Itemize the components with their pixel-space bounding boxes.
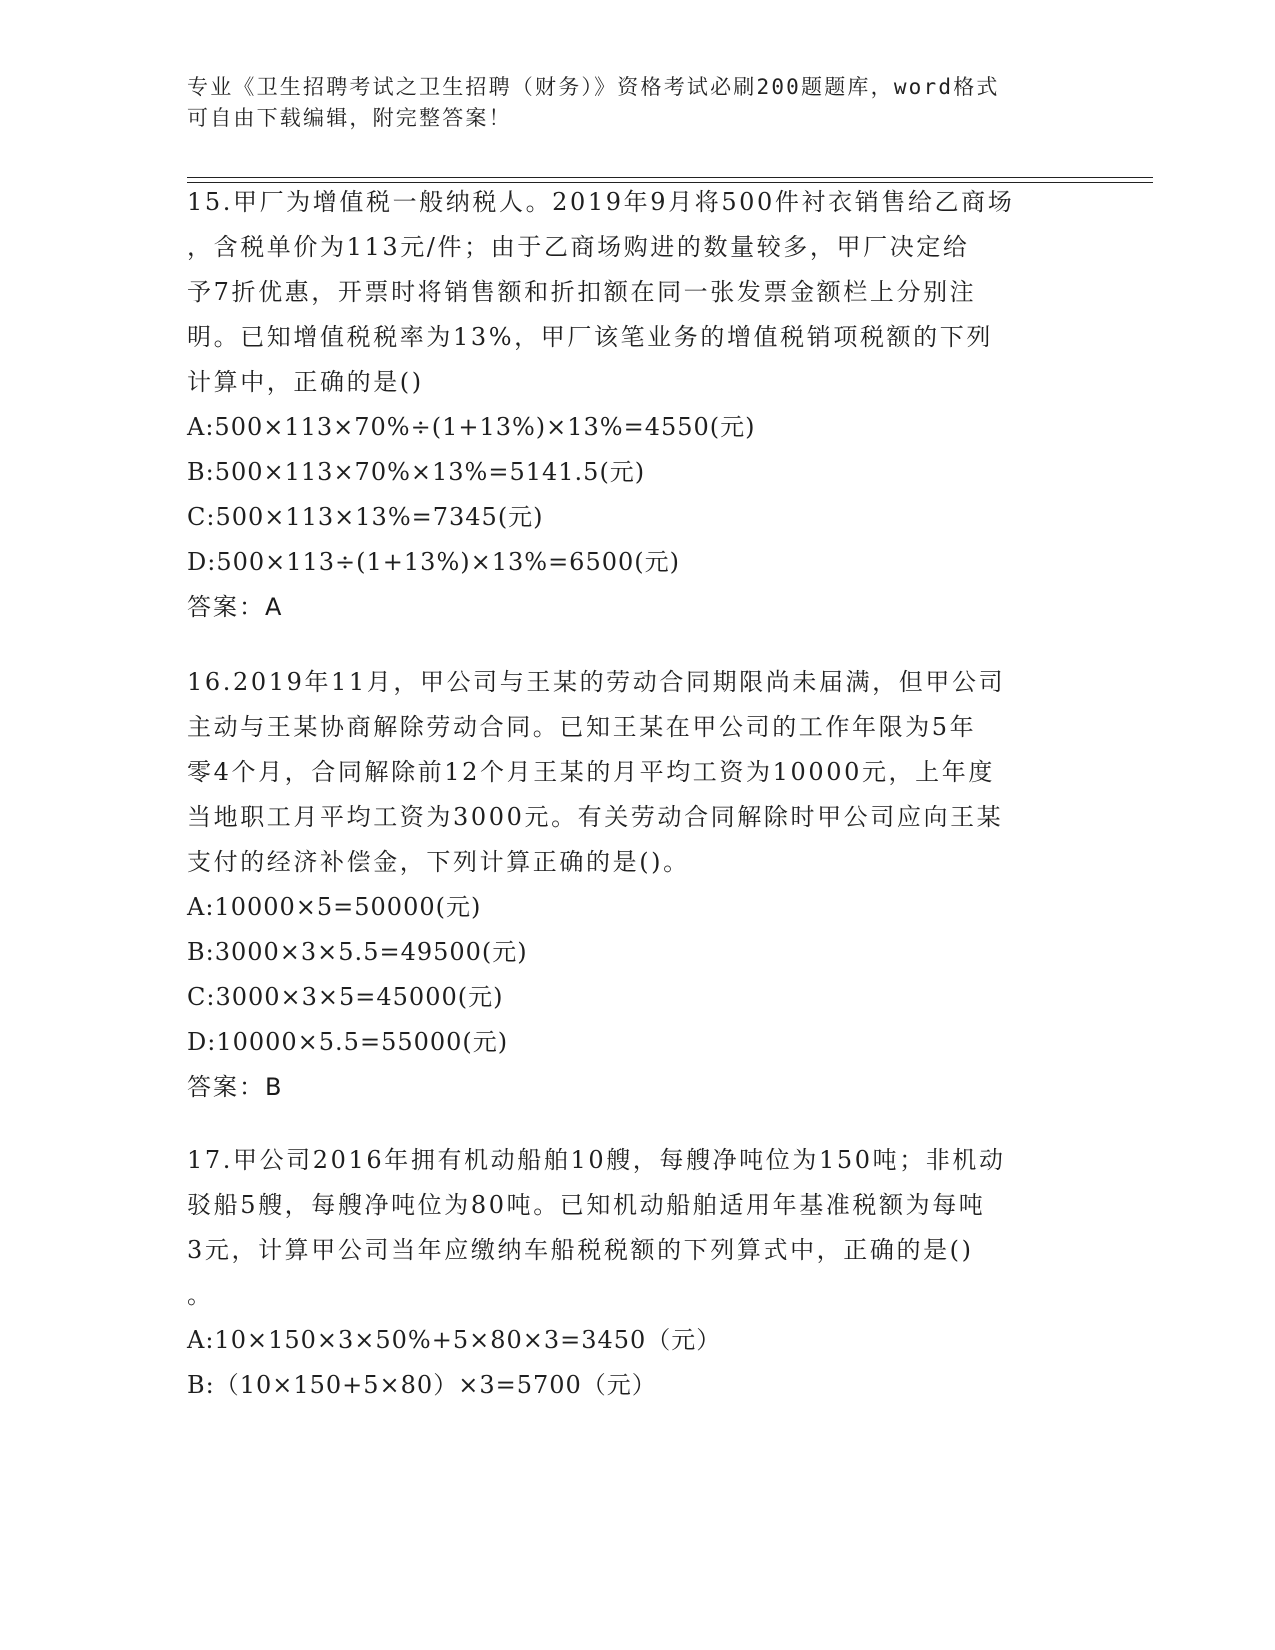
question-15	[187, 180, 1067, 630]
option-b: B:500×113×70%×13%=5141.5(元)	[187, 458, 646, 486]
question-stem-line: 3元，计算甲公司当年应缴纳车船税税额的下列算式中，正确的是()	[187, 1236, 974, 1264]
option-c: C:3000×3×5=45000(元)	[187, 983, 504, 1011]
question-stem-line: 16.2019年11月，甲公司与王某的劳动合同期限尚未届满，但甲公司	[187, 668, 1006, 696]
answer-label: 答案：A	[187, 593, 284, 621]
question-stem-line: 明。已知增值税税率为13%，甲厂该笔业务的增值税销项税额的下列	[187, 323, 993, 351]
question-stem-line: 17.甲公司2016年拥有机动船舶10艘，每艘净吨位为150吨；非机动	[187, 1146, 1006, 1174]
question-stem-line: 零4个月，合同解除前12个月王某的月平均工资为10000元，上年度	[187, 758, 995, 786]
question-stem-line: 15.甲厂为增值税一般纳税人。2019年9月将500件衬衣销售给乙商场	[187, 188, 1015, 216]
question-stem-line: 。	[187, 1281, 214, 1309]
question-17	[187, 1138, 1067, 1408]
option-d: D:500×113÷(1+13%)×13%=6500(元)	[187, 548, 680, 576]
question-stem-line: ，含税单价为113元/件；由于乙商场购进的数量较多，甲厂决定给	[187, 233, 970, 261]
question-stem-line: 计算中，正确的是()	[187, 368, 424, 396]
option-b: B:3000×3×5.5=49500(元)	[187, 938, 528, 966]
option-a: A:10×150×3×50%+5×80×3=3450（元）	[187, 1326, 722, 1354]
option-c: C:500×113×13%=7345(元)	[187, 503, 544, 531]
header-divider-top	[187, 177, 1153, 178]
question-stem-line: 当地职工月平均工资为3000元。有关劳动合同解除时甲公司应向王某	[187, 803, 1004, 831]
option-d: D:10000×5.5=55000(元)	[187, 1028, 509, 1056]
option-a: A:10000×5=50000(元)	[187, 893, 482, 921]
option-a: A:500×113×70%÷(1+13%)×13%=4550(元)	[187, 413, 756, 441]
question-stem-line: 支付的经济补偿金，下列计算正确的是()。	[187, 848, 690, 876]
option-b: B:（10×150+5×80）×3=5700（元）	[187, 1371, 657, 1399]
header-line-1: 专业《卫生招聘考试之卫生招聘（财务）》资格考试必刷200题题库，word格式	[187, 75, 1000, 99]
question-stem-line: 驳船5艘，每艘净吨位为80吨。已知机动船舶适用年基准税额为每吨	[187, 1191, 986, 1219]
question-16	[187, 660, 1067, 1110]
document-header	[187, 72, 1067, 134]
question-stem-line: 予7折优惠，开票时将销售额和折扣额在同一张发票金额栏上分别注	[187, 278, 977, 306]
question-stem-line: 主动与王某协商解除劳动合同。已知王某在甲公司的工作年限为5年	[187, 713, 977, 741]
header-line-2: 可自由下载编辑，附完整答案！	[187, 106, 512, 130]
answer-label: 答案：B	[187, 1073, 284, 1101]
